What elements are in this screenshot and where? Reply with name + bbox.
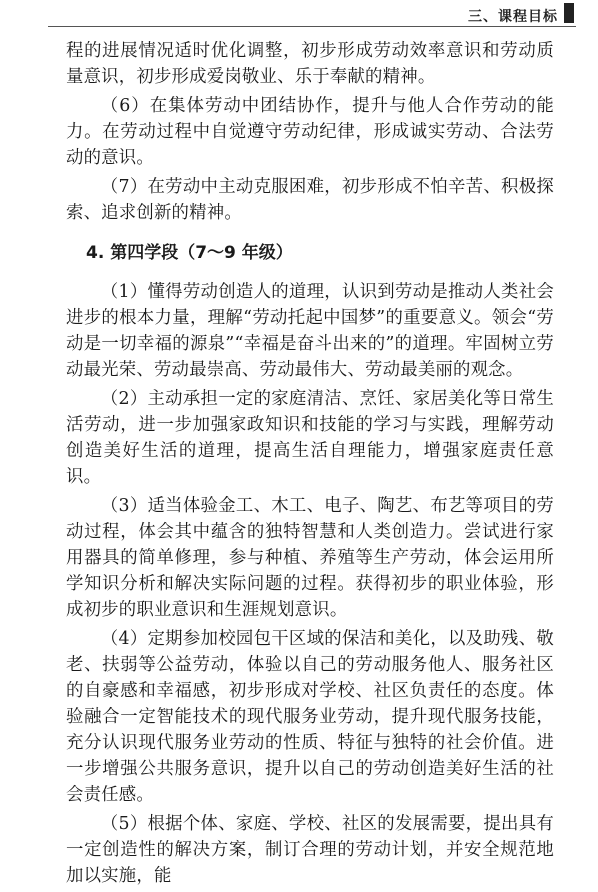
header-marker-bar bbox=[564, 3, 574, 23]
paragraph-goal-5: （5）根据个体、家庭、学校、社区的发展需要，提出具有一定创造性的解决方案，制订合理的劳动计划，并安全规范地加以实施，能 bbox=[66, 814, 554, 886]
section-heading: 4. 第四学段（7～9 年级） bbox=[86, 243, 293, 263]
header-rule bbox=[48, 26, 576, 27]
paragraph-goal-2: （2）主动承担一定的家庭清洁、烹饪、家居美化等日常生活劳动，进一步加强家政知识和技能的学习与实践，理解劳动创造美好生活的道理，提高生活自理能力，增强家庭责任意识。 bbox=[66, 389, 554, 487]
paragraph-goal-7: （7）在劳动中主动克服困难，初步形成不怕辛苦、积极探索、追求创新的精神。 bbox=[66, 177, 554, 223]
running-header-title: 三、课程目标 bbox=[468, 9, 558, 25]
page-body bbox=[66, 38, 554, 892]
paragraph-continued: 程的进展情况适时优化调整，初步形成劳动效率意识和劳动质量意识，初步形成爱岗敬业、乐于奉献的精神。 bbox=[66, 41, 554, 87]
paragraph-goal-6: （6）在集体劳动中团结协作，提升与他人合作劳动的能力。在劳动过程中自觉遵守劳动纪律，形成诚实劳动、合法劳动的意识。 bbox=[66, 96, 554, 168]
paragraph-goal-4: （4）定期参加校园包干区域的保洁和美化，以及助残、敬老、扶弱等公益劳动，体验以自己的劳动服务他人、服务社区的自豪感和幸福感，初步形成对学校、社区负责任的态度。体验融合一定智能技术的现代服务业劳动，提升现代服务技能，充分认识现代服务业劳动的性质、特征与独特的社会价值。进一步增强公共服务意识，提升以自己的劳动创造美好生活的社会责任感。 bbox=[66, 629, 554, 805]
page-header bbox=[0, 0, 598, 30]
paragraph-goal-1: （1）懂得劳动创造人的道理，认识到劳动是推动人类社会进步的根本力量，理解“劳动托起中国梦”的重要意义。领会“劳动是一切幸福的源泉”“幸福是奋斗出来的”的道理。牢固树立劳动最光荣、劳动最崇高、劳动最伟大、劳动最美丽的观念。 bbox=[66, 282, 554, 380]
paragraph-goal-3: （3）适当体验金工、木工、电子、陶艺、布艺等项目的劳动过程，体会其中蕴含的独特智慧和人类创造力。尝试进行家用器具的简单修理，参与种植、养殖等生产劳动，体会运用所学知识分析和解决实际问题的过程。获得初步的职业体验，形成初步的职业意识和生涯规划意识。 bbox=[66, 496, 554, 620]
